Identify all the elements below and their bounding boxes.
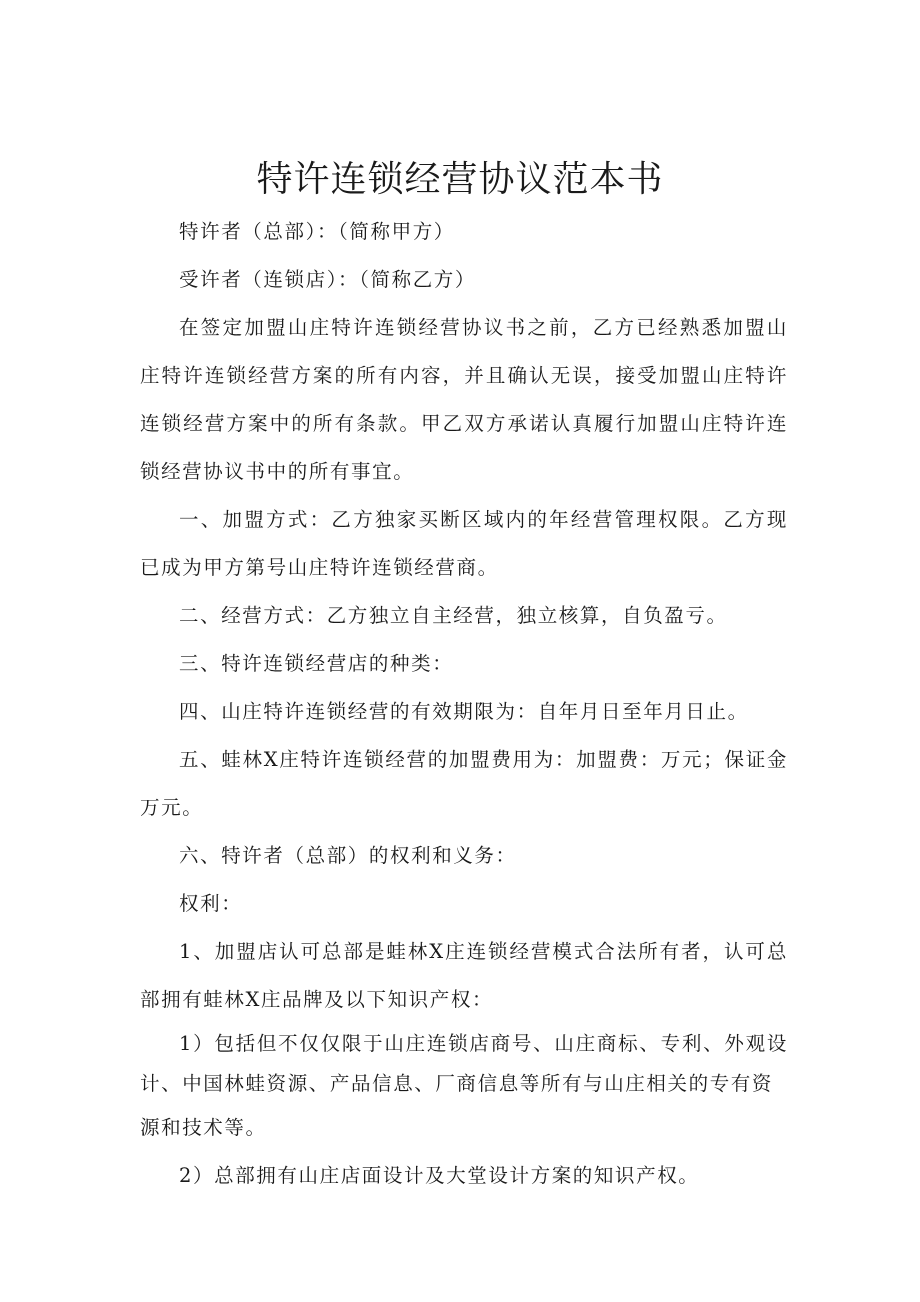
document-body <box>140 208 788 1200</box>
clause-4-validity-period: 四、山庄特许连锁经营的有效期限为：自年月日至年月日止。 <box>179 700 749 723</box>
party-b-line: 受许者（连锁店）：（简称乙方） <box>179 268 477 291</box>
rights-heading: 权利： <box>179 892 243 915</box>
clause-1-franchise-method: 一、加盟方式：乙方独家买断区域内的年经营管理权限。乙方现已成为甲方第号山庄特许连锁经营商。 <box>140 508 788 579</box>
clause-3-store-types: 三、特许连锁经营店的种类： <box>179 652 454 675</box>
clause-2-operation-method: 二、经营方式：乙方独立自主经营，独立核算，自负盈亏。 <box>179 604 728 627</box>
clause-6-rights-obligations: 六、特许者（总部）的权利和义务： <box>179 844 517 867</box>
document-title: 特许连锁经营协议范本书 <box>256 159 664 201</box>
rights-item-1: 1、加盟店认可总部是蛙林X庄连锁经营模式合法所有者，认可总部拥有蛙林X庄品牌及以下知识产权： <box>140 940 788 1011</box>
rights-subitem-2: 2）总部拥有山庄店面设计及大堂设计方案的知识产权。 <box>179 1164 700 1187</box>
rights-subitem-1: 1）包括但不仅仅限于山庄连锁店商号、山庄商标、专利、外观设计、中国林蛙资源、产品信息、厂商信息等所有与山庄相关的专有资 <box>140 1032 788 1095</box>
party-a-line: 特许者（总部）：（简称甲方） <box>179 220 455 243</box>
preamble-paragraph: 在签定加盟山庄特许连锁经营协议书之前，乙方已经熟悉加盟山庄特许连锁经营方案的所有内容，并且确认无误，接受加盟山庄特许连锁经营方案中的所有条款。甲乙双方承诺认真履行加盟山庄特许连锁经营协议书中的所有事宜。 <box>140 316 788 483</box>
clause-5-franchise-fee: 五、蛙林X庄特许连锁经营的加盟费用为：加盟费：万元；保证金万元。 <box>140 748 788 819</box>
rights-subitem-1-continued: 源和技术等。 <box>140 1116 267 1139</box>
